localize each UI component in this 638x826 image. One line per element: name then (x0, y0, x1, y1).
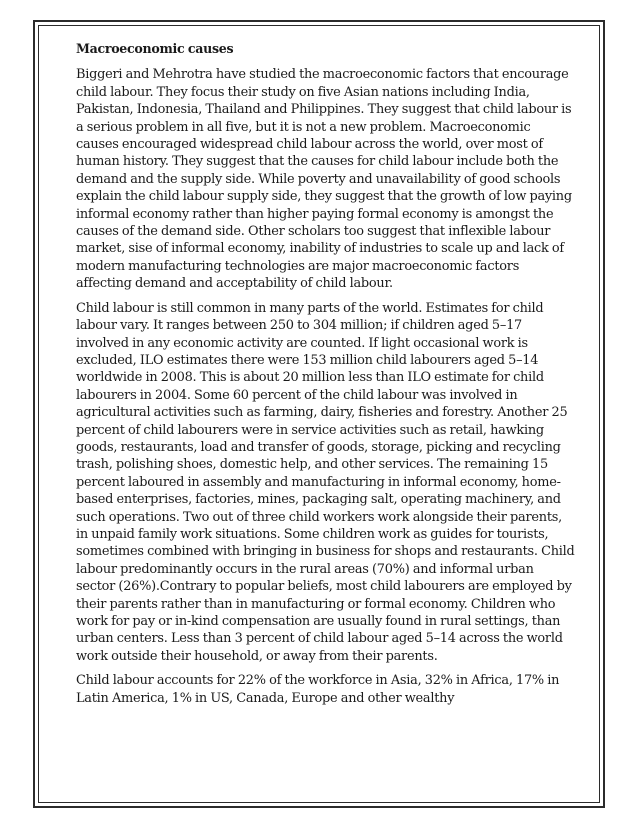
paragraph-macroeconomic-causes: Biggeri and Mehrotra have studied the macroeconomic factors that encourage child labour. They focus their study on five Asian nations including India, Pakistan, Indonesia, Thailand and Philippines. They suggest that child labour is a serious problem in all five, but it is not a new problem. Macroeconomic causes encouraged widespread child labour across the world, over most of human history. They suggest that the causes for child labour include both the demand and the supply side. While poverty and unavailability of good schools explain the child labour supply side, they suggest that the growth of low paying informal economy rather than higher paying formal economy is amongst the causes of the demand side. Other scholars too suggest that inflexible labour market, sise of informal economy, inability of industries to scale up and lack of modern manufacturing technologies are major macroeconomic factors affecting demand and acceptability of child labour. (76, 67, 572, 292)
paragraph-child-labour-estimates: Child labour is still common in many parts of the world. Estimates for child labour vary. It ranges between 250 to 304 million; if children aged 5–17 involved in any economic activity are counted. If light occasional work is excluded, ILO estimates there were 153 million child labourers aged 5–14 worldwide in 2008. This is about 20 million less than ILO estimate for child labourers in 2004. Some 60 percent of the child labour was involved in agricultural activities such as farming, dairy, fisheries and forestry. Another 25 percent of child labourers were in service activities such as retail, hawking goods, restaurants, load and transfer of goods, storage, picking and recycling trash, polishing shoes, domestic help, and other services. The remaining 15 percent laboured in assembly and manufacturing in informal economy, home-based enterprises, factories, mines, packaging salt, operating machinery, and such operations. Two out of three child workers work alongside their parents, in unpaid family work situations. Some children work as guides for tourists, sometimes combined with bringing in business for shops and restaurants. Child labour predominantly occurs in the rural areas (70%) and informal urban sector (26%).Contrary to popular beliefs, most child labourers are employed by their parents rather than in manufacturing or formal economy. Children who work for pay or in-kind compensation are usually found in rural settings, than urban centers. Less than 3 percent of child labour aged 5–14 across the world work outside their household, or away from their parents. (76, 300, 575, 664)
paragraph-workforce-share: Child labour accounts for 22% of the workforce in Asia, 32% in Africa, 17% in Latin America, 1% in US, Canada, Europe and other wealthy (76, 673, 560, 706)
document-body (76, 40, 576, 714)
section-heading: Macroeconomic causes (76, 41, 234, 56)
